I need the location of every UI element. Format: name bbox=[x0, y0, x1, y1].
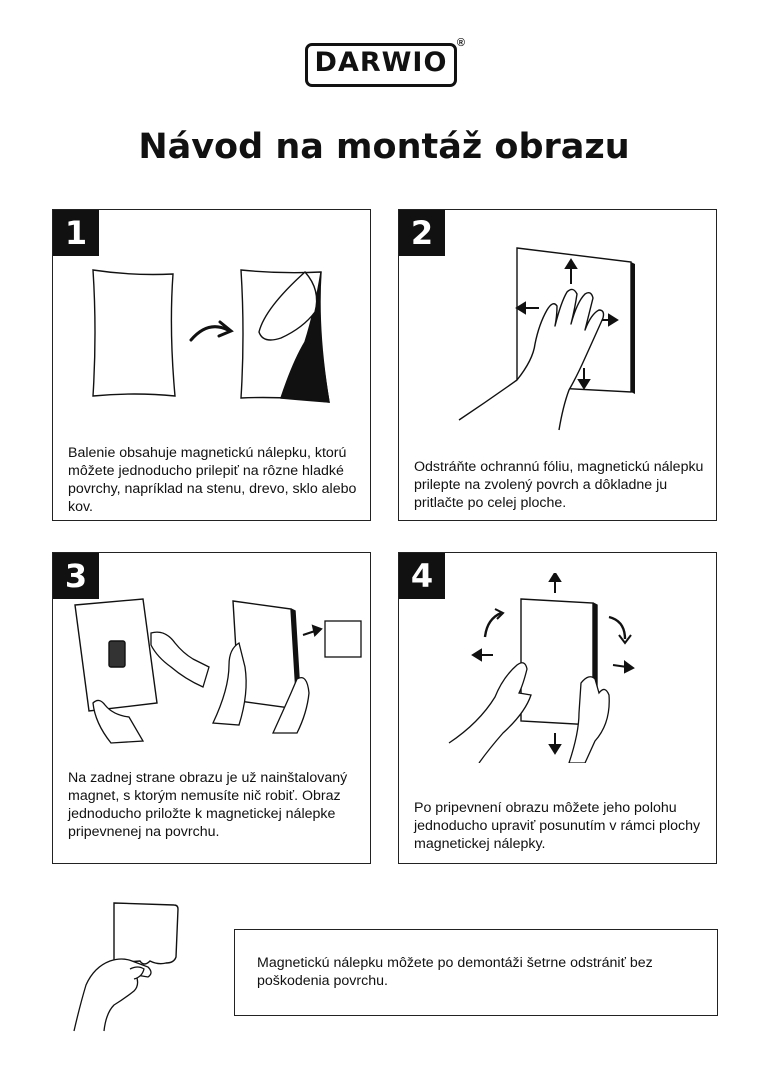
registered-mark: ® bbox=[456, 37, 465, 49]
sticker-peel-illustration bbox=[53, 250, 369, 420]
step-text-3: Na zadnej strane obrazu je už nainštalovaný magnet, s ktorým nemusíte nič robiť. Obraz jednoducho priložte k magnetickej nálepke pripevnenej na povrchu. bbox=[68, 770, 348, 840]
attach-picture-illustration bbox=[53, 593, 369, 763]
sticker-icon bbox=[114, 903, 178, 964]
brand-logo bbox=[305, 37, 465, 89]
press-sticker-illustration bbox=[399, 240, 715, 440]
logo-text: DARWIO bbox=[314, 47, 448, 78]
arrow-icon bbox=[191, 322, 231, 340]
step-card-4 bbox=[398, 552, 717, 864]
step-number-1: 1 bbox=[53, 210, 99, 256]
page-title: Návod na montáž obrazu bbox=[138, 127, 630, 167]
step-number-4: 4 bbox=[399, 553, 445, 599]
sticker-icon bbox=[325, 621, 361, 657]
peeling-sticker-icon bbox=[241, 270, 329, 402]
note-text: Magnetickú nálepku môžete po demontáži šetrne odstrániť bez poškodenia povrchu. bbox=[257, 955, 653, 989]
step-card-1 bbox=[52, 209, 371, 521]
step-text-4: Po pripevnení obrazu môžete jeho polohu jednoducho upraviť posunutím v rámci plochy magnetickej nálepky. bbox=[414, 800, 701, 852]
note-box bbox=[234, 929, 718, 1016]
arrow-icon bbox=[303, 626, 321, 635]
step-card-3 bbox=[52, 552, 371, 864]
sticker-icon bbox=[93, 270, 175, 396]
hand-icon bbox=[74, 959, 151, 1031]
step-number-3: 3 bbox=[53, 553, 99, 599]
remove-sticker-illustration bbox=[58, 895, 188, 1035]
step-text-2: Odstráňte ochrannú fóliu, magnetickú nálepku prilepte na zvolený povrch a dôkladne ju pritlačte po celej ploche. bbox=[414, 459, 704, 511]
step-text-1: Balenie obsahuje magnetickú nálepku, ktorú môžete jednoducho prilepiť na rôzne hladké povrchy, napríklad na stenu, drevo, sklo alebo kov. bbox=[68, 445, 357, 515]
step-number-2: 2 bbox=[399, 210, 445, 256]
adjust-picture-illustration bbox=[399, 573, 715, 763]
step-card-2 bbox=[398, 209, 717, 521]
